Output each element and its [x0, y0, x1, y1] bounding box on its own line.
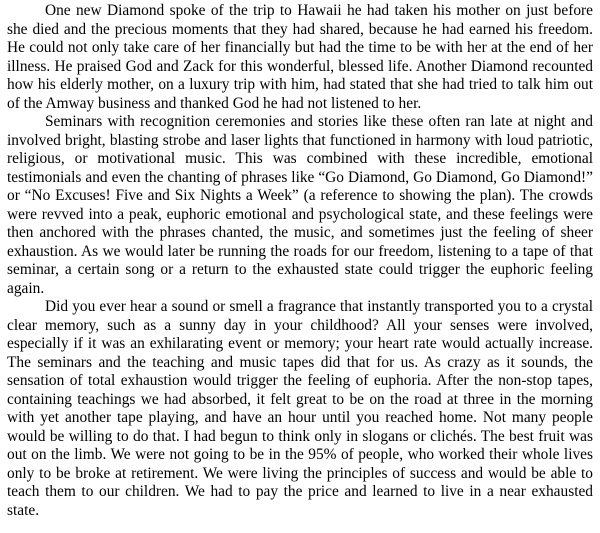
paragraph-hawaii-trip: One new Diamond spoke of the trip to Hawaii he had taken his mother on just before she died and the precious moments that they had shared, because he had earned his freedom. He could not only take care of her financially but had the time to be with her at the end of her illness. He praised God and Zack for this wonderful, blessed life. Another Diamond recounted how his elderly mother, on a luxury trip with him, had stated that she had tried to talk him out of the Amway business and thanked God he had not listened to her. [7, 2, 593, 112]
paragraph-seminars: Seminars with recognition ceremonies and stories like these often ran late at night and involved bright, blasting strobe and laser lights that functioned in harmony with loud patriotic, religious, or motivational music. This was combined with these incredible, emotional testimonials and even the chanting of phrases like “Go Diamond, Go Diamond, Go Diamond!” or “No Excuses! Five and Six Nights a Week” (a reference to showing the plan). The crowds were revved into a peak, euphoric emotional and psychological state, and these feelings were then anchored with the phrases chanted, the music, and sometimes just the feeling of sheer exhaustion. As we would later be running the roads for our freedom, listening to a tape of that seminar, a certain song or a return to the exhausted state could trigger the euphoric feeling again. [7, 113, 593, 297]
paragraph-sensory-memory: Did you ever hear a sound or smell a fragrance that instantly transported you to a crystal clear memory, such as a sunny day in your childhood? All your senses were involved, especially if it was an exhilarating event or memory; your heart rate would actually increase. The seminars and the teaching and music tapes did that for us. As crazy as it sounds, the sensation of total exhaustion would trigger the feeling of euphoria. After the non-stop tapes, containing teachings we had absorbed, it felt great to be on the road at three in the morning with yet another tape playing, and have an hour until you reached home. Not many people would be willing to do that. I had begun to think only in slogans or clichés. The best fruit was out on the limb. We were not going to be in the 95% of people, who worked their whole lives only to be broke at retirement. We were living the principles of success and would be able to teach them to our children. We had to pay the price and learned to live in a near exhausted state. [7, 298, 593, 519]
